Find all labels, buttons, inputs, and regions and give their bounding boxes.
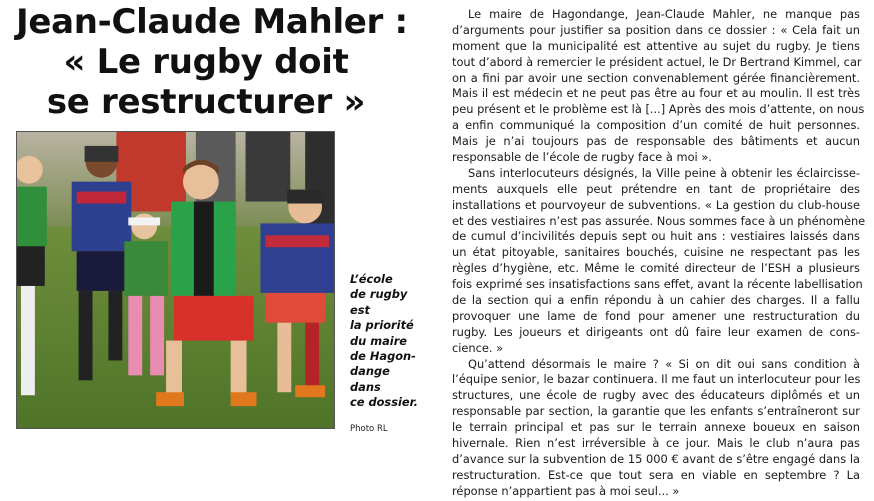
body-line: et des vestiaires n’est pas assurée. Nous sommes face à un phénomène [452, 213, 866, 228]
body-line: responsable par section, la garantie que les enfants s’entraîneront sur [452, 404, 860, 419]
headline-line: « Le rugby doit [63, 42, 349, 82]
body-line: ments auxquels elle peut prétendre en tant de propriétaire des [452, 181, 860, 196]
body-line: cience. » [452, 340, 504, 355]
body-line: Le maire de Hagondange, Jean-Claude Mahler, ne manque pas [468, 7, 860, 21]
article-body [452, 7, 866, 500]
body-line: fois exprimé ses insatisfactions sans effet, avant la récente labellisation [452, 277, 863, 292]
body-line: on a fini par avoir une section convenablement gérée financièrement. [452, 70, 860, 85]
rugby-photo [16, 131, 335, 429]
body-line: peu présent et le problème est là [...] Après des mois d’attente, on nous [452, 102, 865, 117]
caption-line: L’école [350, 272, 393, 286]
rugby-children-illustration [17, 132, 334, 428]
caption-line: la priorité [350, 318, 414, 333]
body-line: moment que la municipalité est attentive au sujet du rugby. Je tiens [452, 38, 860, 53]
body-line: structures, une école de rugby avec des éducateurs diplômés et un [452, 388, 860, 403]
headline-line: se restructurer » [46, 82, 366, 122]
body-line: de la section qui a enfin répondu à un cahier des charges. Il a fallu [452, 293, 860, 308]
body-line: installations et pourvoyeur de subventions. « La gestion du club-house [452, 197, 860, 212]
body-line: responsable de l’école de rugby face à moi ». [452, 150, 712, 165]
body-line: un état pitoyable, sanitaires bouchés, cuisine ne respectant pas les [452, 245, 860, 260]
body-line: Qu’attend désormais le maire ? « Si on dit oui sans condition à [468, 356, 860, 371]
body-line: a enfin communiqué la composition d’un comité de huit personnes. [452, 118, 860, 133]
body-line: règles d’hygiène, etc. Même le comité directeur de l’ESH a plusieurs [452, 261, 860, 276]
body-line: provoquer une lame de fond pour amener une restructuration du [452, 308, 860, 323]
caption-line: est [350, 302, 370, 317]
body-line: l’équipe senior, le bazar continuera. Il me faut un interlocuteur pour les [452, 372, 861, 387]
body-line: de cumul d’incivilités depuis sept ou huit ans : vestiaires laissés dans [452, 229, 860, 244]
caption-line: dans [350, 379, 381, 394]
body-line: d’arguments pour justifier sa position dans ce dossier : « Cela fait un [452, 22, 860, 37]
body-line: tout d’abord à remercier le président actuel, le Dr Bertrand Kimmel, car [452, 54, 862, 69]
caption-line: de rugby [350, 287, 408, 302]
caption-line: ce dossier. [350, 395, 418, 410]
body-line: restructuration. Est-ce que tout sera en viable en septembre ? La [452, 467, 860, 482]
body-line: hivernale. Rien n’est irréversible à ce jour. Mais le club n’aura pas [452, 436, 860, 451]
headline-line: Jean-Claude Mahler : [16, 2, 408, 42]
caption-line: du maire [350, 333, 408, 348]
body-line: réponse n’appartient pas à moi seul... » [452, 483, 680, 498]
photo-credit: Photo RL [350, 424, 388, 434]
body-line: Sans interlocuteurs désignés, la Ville peine à obtenir les éclaircisse- [468, 165, 860, 180]
body-line: d’avance sur la subvention de 15 000 € avant de s’être engagé dans la [452, 451, 860, 466]
caption-line: de Hagon- [350, 349, 416, 364]
headline [16, 2, 408, 122]
caption-line: dange [350, 364, 390, 379]
body-line: Mais il est médecin et ne peut pas être au four et au moulin. Il est très [452, 86, 860, 101]
body-line: Mais je n’ai toujours pas de responsable des bâtiments et aucun [452, 134, 860, 149]
body-line: rugby. Les joueurs et dirigeants ont dû faire leur examen de cons- [452, 324, 860, 339]
body-line: le terrain principal et pas sur le terrain annexe boueux en saison [452, 420, 860, 435]
photo-caption [350, 272, 420, 411]
